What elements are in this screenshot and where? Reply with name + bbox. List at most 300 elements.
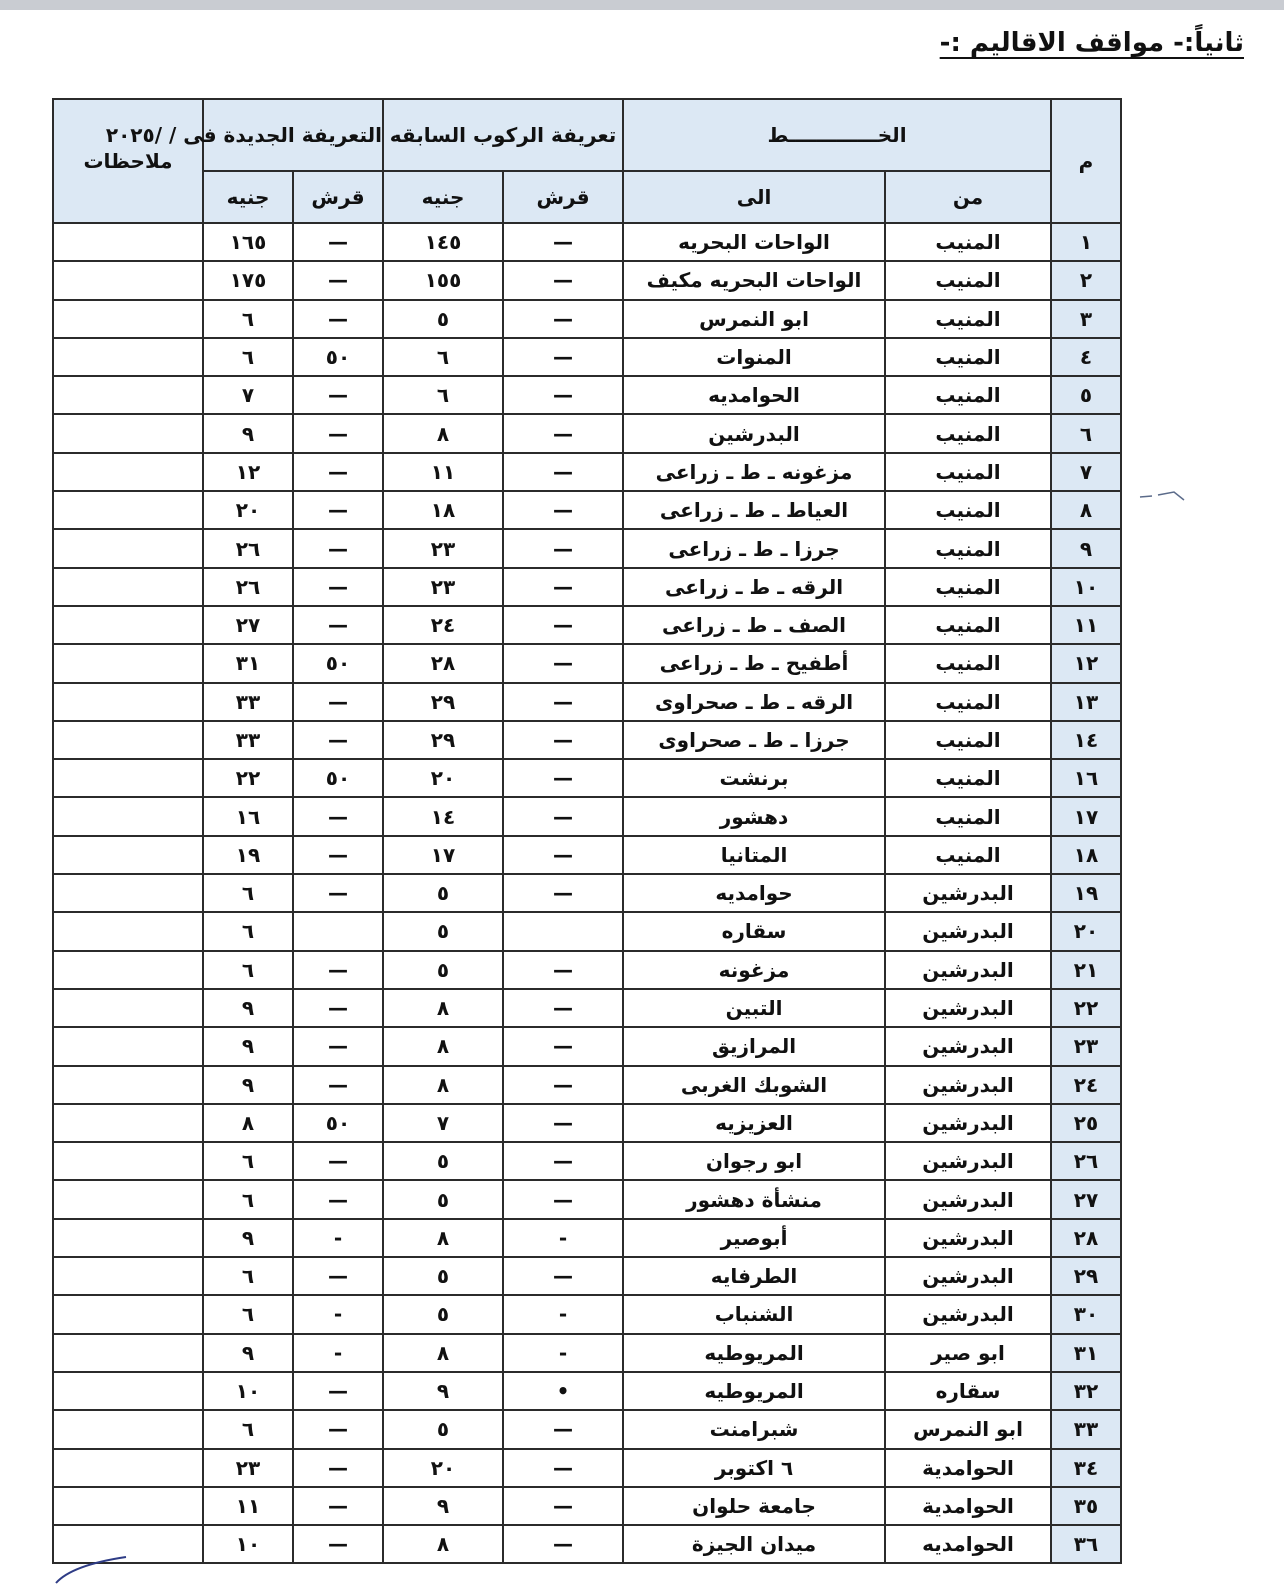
row-notes (53, 300, 203, 338)
row-notes (53, 529, 203, 567)
row-index: ١٨ (1051, 836, 1121, 874)
row-index: ٢٥ (1051, 1104, 1121, 1142)
row-notes (53, 1295, 203, 1333)
row-index: ٩ (1051, 529, 1121, 567)
table-row (53, 836, 1121, 874)
row-to: المتانيا (623, 836, 885, 874)
row-new-pound: ٧ (203, 376, 293, 414)
row-new-pound: ١٧٥ (203, 261, 293, 299)
header-from: من (885, 171, 1051, 223)
row-from: المنيب (885, 529, 1051, 567)
row-from: البدرشين (885, 1104, 1051, 1142)
row-index: ٣٥ (1051, 1487, 1121, 1525)
row-notes (53, 338, 203, 376)
row-from: البدرشين (885, 1180, 1051, 1218)
row-prev-qirsh: — (503, 1525, 623, 1563)
row-index: ٣٣ (1051, 1410, 1121, 1448)
row-new-pound: ٨ (203, 1104, 293, 1142)
row-index: ١٢ (1051, 644, 1121, 682)
row-new-qirsh: - (293, 1334, 383, 1372)
signature-stroke-icon (52, 1555, 132, 1585)
row-from: المنيب (885, 836, 1051, 874)
row-to: الشنباب (623, 1295, 885, 1333)
row-to: الحوامديه (623, 376, 885, 414)
row-to: الرقه ـ ط ـ زراعى (623, 568, 885, 606)
row-prev-pound: ٢٤ (383, 606, 503, 644)
row-notes (53, 1027, 203, 1065)
table-row (53, 1104, 1121, 1142)
row-notes (53, 644, 203, 682)
row-index: ٣٤ (1051, 1449, 1121, 1487)
row-prev-pound: ٥ (383, 1180, 503, 1218)
row-prev-pound: ٩ (383, 1487, 503, 1525)
row-to: مزغونه ـ ط ـ زراعى (623, 453, 885, 491)
row-new-pound: ٦ (203, 1295, 293, 1333)
row-new-qirsh: — (293, 529, 383, 567)
table-row (53, 568, 1121, 606)
top-bar (0, 0, 1284, 10)
row-prev-qirsh: — (503, 376, 623, 414)
row-from: سقاره (885, 1372, 1051, 1410)
row-to: برنشت (623, 759, 885, 797)
row-new-pound: ٦ (203, 874, 293, 912)
row-to: دهشور (623, 797, 885, 835)
row-notes (53, 1142, 203, 1180)
row-index: ٦ (1051, 414, 1121, 452)
row-index: ٣٢ (1051, 1372, 1121, 1410)
header-index: م (1051, 99, 1121, 223)
row-new-qirsh: — (293, 797, 383, 835)
header-route: الخـــــــــــــط (623, 99, 1051, 171)
row-to: المرازيق (623, 1027, 885, 1065)
row-prev-qirsh: — (503, 529, 623, 567)
row-new-qirsh: — (293, 874, 383, 912)
row-new-qirsh: — (293, 376, 383, 414)
row-new-qirsh: - (293, 1219, 383, 1257)
row-from: البدرشين (885, 1066, 1051, 1104)
row-new-pound: ٦ (203, 338, 293, 376)
row-from: المنيب (885, 568, 1051, 606)
row-new-qirsh: — (293, 568, 383, 606)
row-new-qirsh: — (293, 836, 383, 874)
table-row (53, 1257, 1121, 1295)
pen-mark-icon (1138, 488, 1188, 502)
row-notes (53, 1449, 203, 1487)
row-index: ١٠ (1051, 568, 1121, 606)
row-new-pound: ٩ (203, 414, 293, 452)
row-new-qirsh: — (293, 951, 383, 989)
table-row (53, 683, 1121, 721)
row-to: سقاره (623, 912, 885, 950)
row-notes (53, 1180, 203, 1218)
row-new-qirsh: — (293, 1487, 383, 1525)
table-row (53, 1142, 1121, 1180)
row-new-pound: ١٦ (203, 797, 293, 835)
row-prev-pound: ٨ (383, 414, 503, 452)
table-row (53, 1180, 1121, 1218)
row-to: منشأة دهشور (623, 1180, 885, 1218)
row-from: المنيب (885, 683, 1051, 721)
table-row (53, 1449, 1121, 1487)
row-new-qirsh: — (293, 989, 383, 1027)
row-prev-pound: ٦ (383, 376, 503, 414)
row-notes (53, 912, 203, 950)
row-from: الحوامديه (885, 1525, 1051, 1563)
row-prev-pound: ٥ (383, 912, 503, 950)
row-new-pound: ١٦٥ (203, 223, 293, 261)
table-row (53, 338, 1121, 376)
row-prev-qirsh: — (503, 1027, 623, 1065)
row-from: المنيب (885, 338, 1051, 376)
row-prev-pound: ٨ (383, 1219, 503, 1257)
header-previous-fare: تعريفة الركوب السابقه (383, 99, 623, 171)
table-row (53, 759, 1121, 797)
row-notes (53, 606, 203, 644)
row-to: الواحات البحريه مكيف (623, 261, 885, 299)
row-notes (53, 1334, 203, 1372)
row-new-qirsh: — (293, 453, 383, 491)
row-new-pound: ٣٣ (203, 721, 293, 759)
row-new-pound: ٢٢ (203, 759, 293, 797)
row-new-qirsh: ٥٠ (293, 759, 383, 797)
row-new-pound: ٣١ (203, 644, 293, 682)
row-prev-qirsh: — (503, 951, 623, 989)
row-new-pound: ٩ (203, 1066, 293, 1104)
row-from: المنيب (885, 644, 1051, 682)
row-to: أبوصير (623, 1219, 885, 1257)
row-prev-qirsh: — (503, 1257, 623, 1295)
row-new-qirsh: ٥٠ (293, 338, 383, 376)
row-prev-pound: ١٤ (383, 797, 503, 835)
row-index: ٨ (1051, 491, 1121, 529)
row-to: المنوات (623, 338, 885, 376)
row-to: ميدان الجيزة (623, 1525, 885, 1563)
table-row (53, 644, 1121, 682)
row-notes (53, 989, 203, 1027)
row-from: المنيب (885, 721, 1051, 759)
row-prev-qirsh: — (503, 1487, 623, 1525)
row-prev-pound: ٩ (383, 1372, 503, 1410)
row-index: ٢٤ (1051, 1066, 1121, 1104)
row-prev-qirsh: — (503, 300, 623, 338)
table-row (53, 300, 1121, 338)
table-row (53, 1372, 1121, 1410)
table-row (53, 414, 1121, 452)
row-index: ٣١ (1051, 1334, 1121, 1372)
row-new-pound: ٩ (203, 1027, 293, 1065)
row-new-qirsh: — (293, 1066, 383, 1104)
row-new-qirsh: — (293, 300, 383, 338)
row-new-pound: ٦ (203, 912, 293, 950)
row-new-pound: ٦ (203, 1142, 293, 1180)
row-from: البدرشين (885, 1142, 1051, 1180)
row-to: ابو رجوان (623, 1142, 885, 1180)
row-prev-qirsh: — (503, 338, 623, 376)
row-to: الرقه ـ ط ـ صحراوى (623, 683, 885, 721)
table-row (53, 1027, 1121, 1065)
row-new-qirsh: — (293, 1449, 383, 1487)
table-row (53, 1487, 1121, 1525)
table-row (53, 1219, 1121, 1257)
row-new-pound: ٩ (203, 989, 293, 1027)
row-prev-pound: ٨ (383, 1334, 503, 1372)
row-prev-qirsh: — (503, 1066, 623, 1104)
row-index: ٤ (1051, 338, 1121, 376)
row-prev-qirsh: — (503, 223, 623, 261)
row-new-qirsh: — (293, 1142, 383, 1180)
row-notes (53, 1219, 203, 1257)
row-notes (53, 1104, 203, 1142)
row-to: الواحات البحريه (623, 223, 885, 261)
row-to: جامعة حلوان (623, 1487, 885, 1525)
row-index: ٢ (1051, 261, 1121, 299)
header-notes: ملاحظات (53, 99, 203, 223)
row-prev-qirsh: — (503, 759, 623, 797)
row-prev-qirsh: — (503, 721, 623, 759)
row-prev-pound: ٧ (383, 1104, 503, 1142)
table-row (53, 912, 1121, 950)
row-prev-qirsh: — (503, 453, 623, 491)
row-new-qirsh: ٥٠ (293, 1104, 383, 1142)
row-new-pound: ٦ (203, 951, 293, 989)
row-new-qirsh: — (293, 1180, 383, 1218)
row-prev-qirsh: — (503, 491, 623, 529)
row-prev-qirsh: — (503, 874, 623, 912)
row-notes (53, 874, 203, 912)
row-to: الصف ـ ط ـ زراعى (623, 606, 885, 644)
row-prev-pound: ١١ (383, 453, 503, 491)
row-to: جرزا ـ ط ـ صحراوى (623, 721, 885, 759)
row-index: ١٤ (1051, 721, 1121, 759)
row-prev-pound: ٥ (383, 1257, 503, 1295)
table-row (53, 1066, 1121, 1104)
row-from: البدرشين (885, 874, 1051, 912)
row-prev-qirsh: — (503, 414, 623, 452)
row-new-qirsh: — (293, 1257, 383, 1295)
row-from: البدرشين (885, 989, 1051, 1027)
row-prev-qirsh: - (503, 1334, 623, 1372)
row-index: ١١ (1051, 606, 1121, 644)
row-from: المنيب (885, 759, 1051, 797)
row-notes (53, 759, 203, 797)
row-new-qirsh: — (293, 1372, 383, 1410)
row-prev-pound: ٢٩ (383, 683, 503, 721)
table-row (53, 1525, 1121, 1563)
row-new-pound: ٩ (203, 1219, 293, 1257)
table-row (53, 797, 1121, 835)
table-row (53, 529, 1121, 567)
row-prev-pound: ٥ (383, 1142, 503, 1180)
fare-table-body (53, 223, 1121, 1563)
row-notes (53, 683, 203, 721)
row-notes (53, 1487, 203, 1525)
row-prev-qirsh: — (503, 836, 623, 874)
row-notes (53, 797, 203, 835)
row-prev-qirsh: — (503, 683, 623, 721)
row-to: العياط ـ ط ـ زراعى (623, 491, 885, 529)
table-row (53, 874, 1121, 912)
table-row (53, 951, 1121, 989)
table-row (53, 721, 1121, 759)
row-new-pound: ١٠ (203, 1372, 293, 1410)
row-to: مزغونه (623, 951, 885, 989)
row-from: ابو صير (885, 1334, 1051, 1372)
row-prev-pound: ٢٣ (383, 568, 503, 606)
header-prev-qirsh: قرش (503, 171, 623, 223)
row-from: البدرشين (885, 1027, 1051, 1065)
row-prev-pound: ٢٣ (383, 529, 503, 567)
row-to: جرزا ـ ط ـ زراعى (623, 529, 885, 567)
table-row (53, 606, 1121, 644)
row-prev-pound: ١٥٥ (383, 261, 503, 299)
row-prev-qirsh: • (503, 1372, 623, 1410)
row-prev-pound: ٢٩ (383, 721, 503, 759)
row-prev-pound: ٢٨ (383, 644, 503, 682)
row-notes (53, 951, 203, 989)
row-notes (53, 1372, 203, 1410)
table-row (53, 1410, 1121, 1448)
row-notes (53, 223, 203, 261)
row-notes (53, 836, 203, 874)
row-index: ٢٢ (1051, 989, 1121, 1027)
row-notes (53, 453, 203, 491)
row-new-pound: ٢٦ (203, 529, 293, 567)
row-index: ١٧ (1051, 797, 1121, 835)
row-from: البدرشين (885, 1295, 1051, 1333)
row-index: ٥ (1051, 376, 1121, 414)
row-new-pound: ٦ (203, 1180, 293, 1218)
row-to: ابو النمرس (623, 300, 885, 338)
row-to: التبين (623, 989, 885, 1027)
row-new-qirsh: — (293, 721, 383, 759)
row-new-pound: ٢٣ (203, 1449, 293, 1487)
row-index: ١ (1051, 223, 1121, 261)
row-new-qirsh: — (293, 1027, 383, 1065)
row-notes (53, 1410, 203, 1448)
row-index: ٣٦ (1051, 1525, 1121, 1563)
row-from: الحوامدية (885, 1449, 1051, 1487)
row-new-pound: ٦ (203, 300, 293, 338)
row-new-pound: ١٠ (203, 1525, 293, 1563)
row-index: ٣ (1051, 300, 1121, 338)
row-from: البدرشين (885, 1219, 1051, 1257)
row-prev-pound: ٥ (383, 1410, 503, 1448)
table-row (53, 1334, 1121, 1372)
row-from: المنيب (885, 223, 1051, 261)
row-from: ابو النمرس (885, 1410, 1051, 1448)
row-prev-pound: ١٨ (383, 491, 503, 529)
row-notes (53, 261, 203, 299)
row-prev-qirsh: — (503, 1104, 623, 1142)
row-prev-pound: ٢٠ (383, 1449, 503, 1487)
row-prev-pound: ٥ (383, 874, 503, 912)
row-index: ٣٠ (1051, 1295, 1121, 1333)
row-prev-qirsh: - (503, 1219, 623, 1257)
row-new-qirsh: — (293, 414, 383, 452)
row-from: المنيب (885, 491, 1051, 529)
row-notes (53, 568, 203, 606)
row-prev-qirsh: — (503, 1410, 623, 1448)
row-new-pound: ١١ (203, 1487, 293, 1525)
row-prev-qirsh: — (503, 1142, 623, 1180)
row-to: المريوطيه (623, 1372, 885, 1410)
row-prev-pound: ٥ (383, 300, 503, 338)
row-prev-pound: ٥ (383, 1295, 503, 1333)
table-row (53, 491, 1121, 529)
table-row (53, 223, 1121, 261)
row-prev-qirsh: — (503, 261, 623, 299)
row-prev-pound: ٨ (383, 1027, 503, 1065)
row-prev-pound: ٢٠ (383, 759, 503, 797)
row-notes (53, 414, 203, 452)
row-index: ٢٠ (1051, 912, 1121, 950)
row-new-qirsh: — (293, 606, 383, 644)
row-index: ٧ (1051, 453, 1121, 491)
row-to: العزيزيه (623, 1104, 885, 1142)
row-notes (53, 1257, 203, 1295)
row-notes (53, 491, 203, 529)
row-prev-qirsh: — (503, 644, 623, 682)
row-from: الحوامدية (885, 1487, 1051, 1525)
row-notes (53, 721, 203, 759)
row-new-qirsh: — (293, 491, 383, 529)
row-new-pound: ١٢ (203, 453, 293, 491)
table-row (53, 453, 1121, 491)
row-new-pound: ٢٠ (203, 491, 293, 529)
row-from: البدرشين (885, 951, 1051, 989)
table-row (53, 1295, 1121, 1333)
row-new-qirsh: - (293, 1295, 383, 1333)
table-row (53, 261, 1121, 299)
row-from: البدرشين (885, 1257, 1051, 1295)
row-new-pound: ٢٦ (203, 568, 293, 606)
row-from: البدرشين (885, 912, 1051, 950)
row-prev-qirsh: — (503, 606, 623, 644)
row-new-pound: ٦ (203, 1257, 293, 1295)
row-prev-pound: ٨ (383, 989, 503, 1027)
row-prev-pound: ٥ (383, 951, 503, 989)
row-from: المنيب (885, 606, 1051, 644)
row-new-qirsh (293, 912, 383, 950)
row-index: ١٩ (1051, 874, 1121, 912)
row-index: ٢١ (1051, 951, 1121, 989)
row-new-qirsh: — (293, 1525, 383, 1563)
row-from: المنيب (885, 376, 1051, 414)
row-new-qirsh: — (293, 223, 383, 261)
row-index: ١٣ (1051, 683, 1121, 721)
row-index: ٢٧ (1051, 1180, 1121, 1218)
row-from: المنيب (885, 797, 1051, 835)
row-prev-pound: ١٤٥ (383, 223, 503, 261)
row-prev-pound: ١٧ (383, 836, 503, 874)
row-new-pound: ١٩ (203, 836, 293, 874)
row-to: المريوطيه (623, 1334, 885, 1372)
row-index: ٢٦ (1051, 1142, 1121, 1180)
row-prev-pound: ٨ (383, 1066, 503, 1104)
row-notes (53, 1066, 203, 1104)
row-to: الطرفايه (623, 1257, 885, 1295)
row-prev-qirsh: — (503, 989, 623, 1027)
row-prev-qirsh: — (503, 568, 623, 606)
row-prev-qirsh: — (503, 797, 623, 835)
row-to: البدرشين (623, 414, 885, 452)
row-to: ٦ اكتوبر (623, 1449, 885, 1487)
row-index: ٢٨ (1051, 1219, 1121, 1257)
row-prev-qirsh: - (503, 1295, 623, 1333)
row-to: شبرامنت (623, 1410, 885, 1448)
row-new-qirsh: — (293, 261, 383, 299)
row-new-qirsh: ٥٠ (293, 644, 383, 682)
